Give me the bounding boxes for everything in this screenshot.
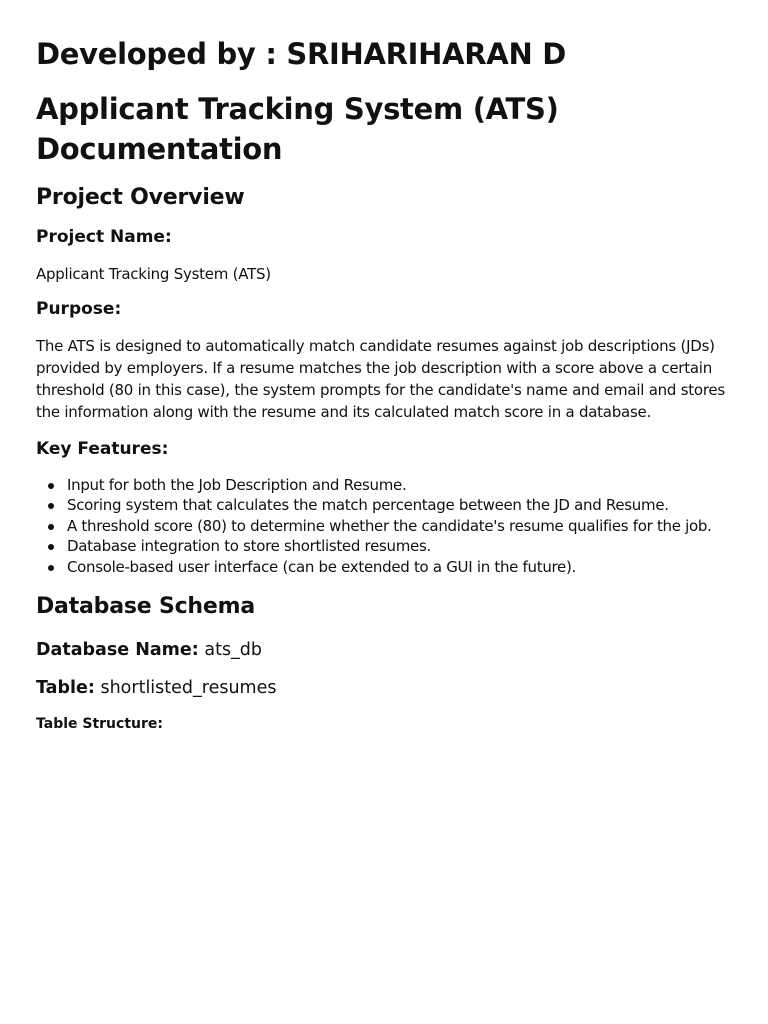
feature-text: Database integration to store shortlisted resumes. (67, 537, 431, 556)
project-overview-heading: Project Overview (36, 185, 245, 210)
bullet-icon (48, 524, 54, 530)
feature-text: Input for both the Job Description and Resume. (67, 476, 407, 494)
feature-text: A threshold score (80) to determine whether the candidate's resume qualifies for the job. (67, 516, 712, 535)
list-item (36, 557, 738, 577)
list-item (36, 536, 738, 556)
database-name-label: Database Name: (36, 640, 199, 661)
bullet-icon (48, 544, 54, 550)
purpose-label: Purpose: (36, 299, 122, 319)
database-name-value: ats_db (204, 640, 263, 661)
project-name-label: Project Name: (36, 227, 172, 247)
document-title: Applicant Tracking System (ATS) Documentation (36, 92, 559, 166)
feature-text: Console-based user interface (can be extended to a GUI in the future). (67, 557, 577, 576)
purpose-text: The ATS is designed to automatically match candidate resumes against job descriptions (JDs) provided by employers. If a resume matches the job description with a score above a certain threshold (80 in this case), the system prompts for the candidate's name and email and stores the information along with the resume and its calculated match score in a database. (36, 337, 725, 421)
table-name-value: shortlisted_resumes (100, 678, 277, 699)
key-features-label: Key Features: (36, 439, 169, 459)
developer-heading: Developed by : SRIHARIHARAN D (36, 37, 566, 71)
table-structure-label: Table Structure: (36, 716, 163, 733)
list-item (36, 495, 738, 515)
database-name-row (36, 638, 738, 662)
feature-text: Scoring system that calculates the match percentage between the JD and Resume. (67, 496, 669, 515)
table-row (36, 676, 738, 700)
list-item (36, 475, 738, 495)
list-item (36, 516, 738, 536)
key-features-list (36, 475, 738, 577)
bullet-icon (48, 503, 54, 509)
table-label: Table: (36, 678, 95, 699)
bullet-icon (48, 483, 54, 489)
database-schema-heading: Database Schema (36, 594, 255, 620)
project-name-value: Applicant Tracking System (ATS) (36, 265, 271, 283)
bullet-icon (48, 565, 54, 571)
